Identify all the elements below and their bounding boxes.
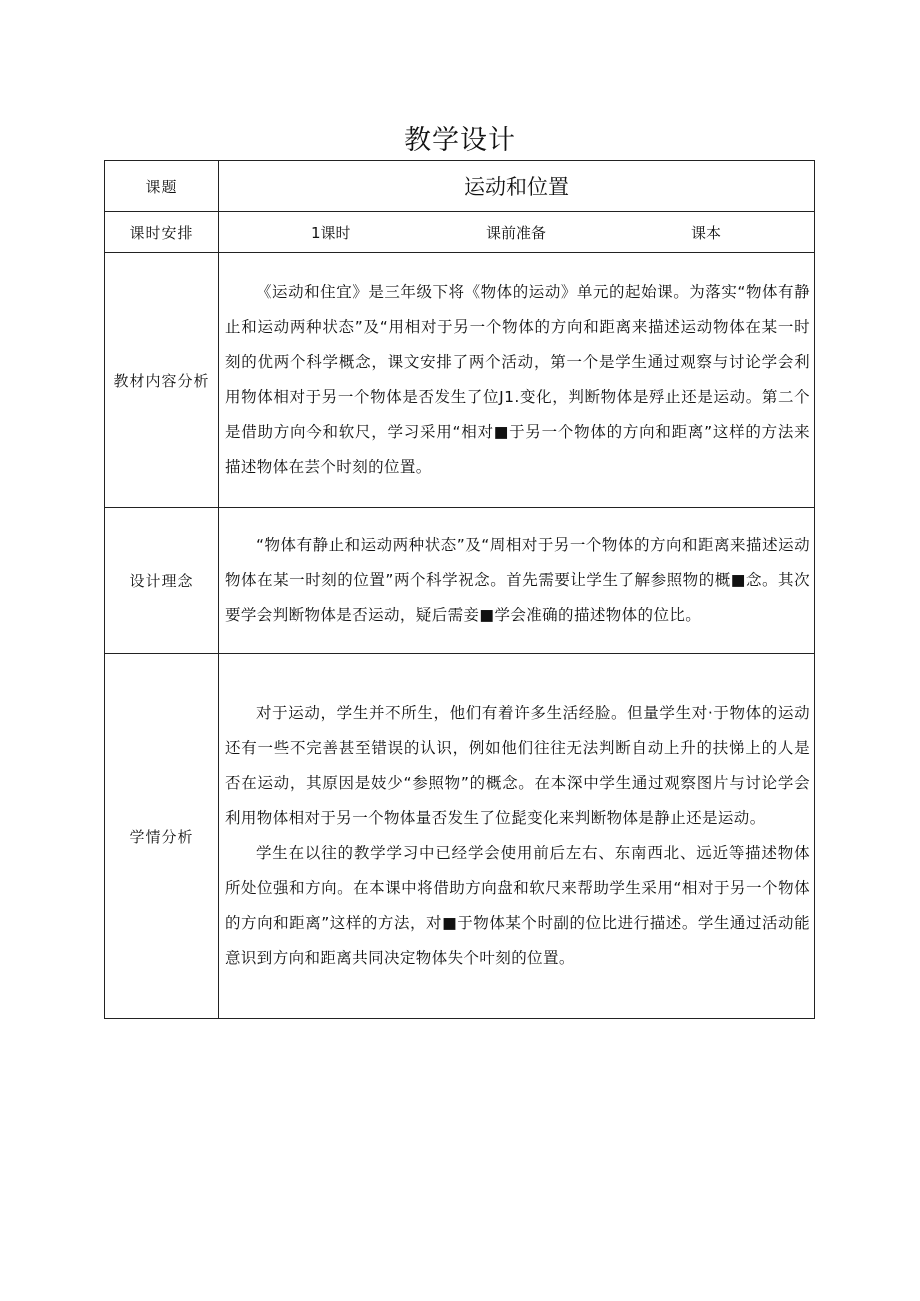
schedule-label: 课时安排 [105,212,219,253]
design-concept-label: 设计理念 [105,508,219,654]
material-paragraph: 《运动和住宜》是三年级下将《物体的运动》单元的起始课。为落实“物体有静止和运动两种状态”及“用相对于另一个物体的方向和距离来描述运动物体在某一时刻的优两个科学概念，课文安排了两个活动，第一个是学生通过观察与讨论学会利用物体相对于另一个物体是否发生了位J1.变化，判断物体是殍止还是运动。第二个是借助方向今和软尺，学习采用“相对■于另一个物体的方向和距离”这样的方法来描述物体在芸个时刻的位置。 [225,283,810,476]
prep-value: 课本 [691,224,722,242]
material-analysis-label: 教材内容分析 [105,253,219,508]
prep-label: 课前准备 [486,224,547,242]
topic-row [105,161,815,212]
design-concept-row [105,508,815,654]
design-concept-content [219,508,815,654]
student-analysis-row [105,654,815,1019]
schedule-row [105,212,815,253]
lesson-plan-table [104,160,815,1019]
schedule-cell [219,212,815,253]
student-paragraph: 学生在以往的教学学习中已经学会使用前后左右、东南西北、远近等描述物体所处位强和方向。在本课中将借助方向盘和软尺来帮助学生采用“相对于另一个物体的方向和距离”这样的方法，对■于物体某个时副的位比进行描述。学生通过活动能意识到方向和距离共同决定物体失个叶刻的位置。 [225,844,810,967]
class-hours-value: 1课时 [311,224,351,242]
student-paragraph: 对于运动，学生并不所生，他们有着许多生活经脸。但量学生对·于物体的运动还有一些不完善甚至错误的认识，例如他们往往无法判断自动上升的扶悌上的人是否在运动，其原因是妓少“参照物”的概念。在本深中学生通过观察图片与讨论学会利用物体相对于另一个物体量否发生了位髭变化来判断物体是静止还是运动。 [225,704,810,827]
concept-paragraph: “物体有静止和运动两种状态”及“周相对于另一个物体的方向和距离来描述运动物体在某一时刻的位置”两个科学祝念。首先需要让学生了解参照物的概■念。其次要学会判断物体是否运动，疑后需妾■学会准确的描述物体的位比。 [225,536,810,624]
student-analysis-content [219,654,815,1019]
material-analysis-row [105,253,815,508]
material-analysis-content [219,253,815,508]
topic-value: 运动和位置 [219,161,815,212]
topic-label: 课题 [105,161,219,212]
document-title: 教学设计 [404,125,516,156]
student-analysis-label: 学情分析 [105,654,219,1019]
